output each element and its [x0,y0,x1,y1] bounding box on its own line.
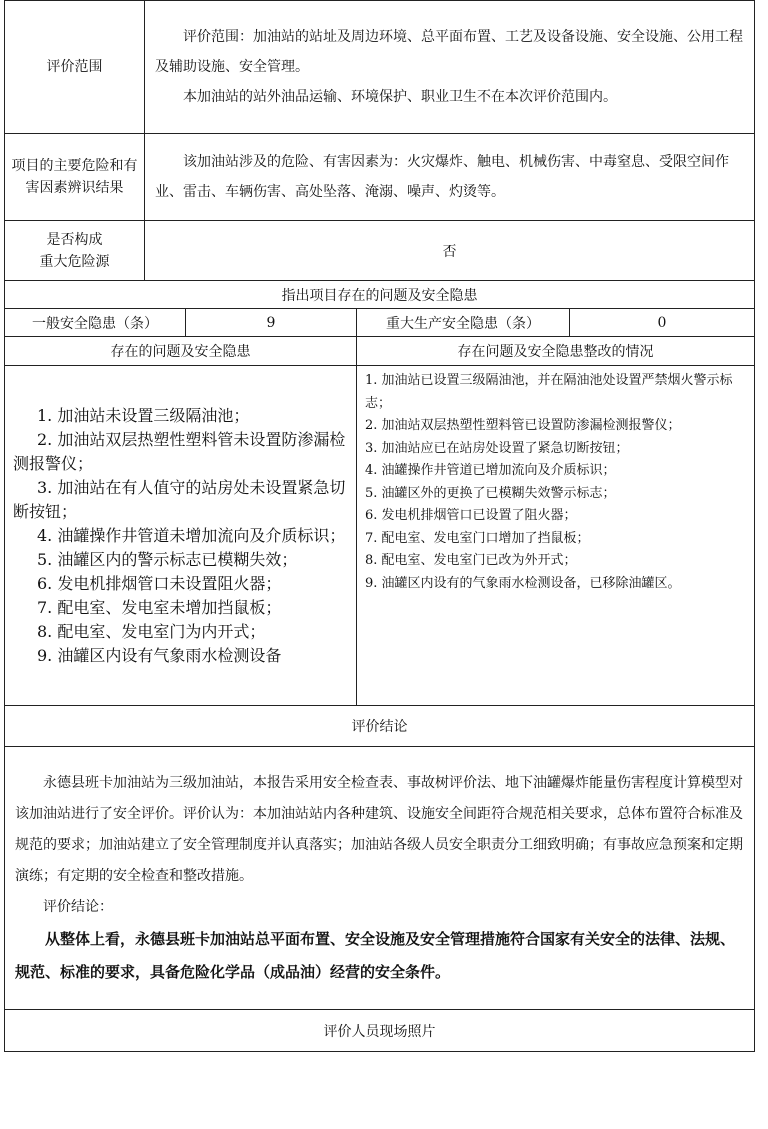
issues-header-row [5,281,755,309]
general-hazard-count-label: 一般安全隐患（条） [5,309,186,337]
evaluation-summary-table [4,0,755,1052]
major-hazard-label-line2: 重大危险源 [39,253,110,270]
issues-header: 指出项目存在的问题及安全隐患 [5,281,755,309]
major-hazard-label [5,221,145,281]
fixes-list [357,366,755,706]
conclusion-header: 评价结论 [5,706,755,747]
hazards-content [145,134,755,221]
columns-header-row [5,337,755,366]
conclusion-statement: 从整体上看，永德县班卡加油站总平面布置、安全设施及安全管理措施符合国家有关安全的法律、法规、规范、标准的要求，具备危险化学品（成品油）经营的安全条件。 [15,929,736,981]
scope-exclusion-paragraph: 本加油站的站外油品运输、环境保护、职业卫生不在本次评价范围内。 [183,89,617,105]
list-item: 1. 加油站未设置三级隔油池； [37,405,250,425]
major-hazard-count-value: 0 [570,309,755,337]
hazards-label: 项目的主要危险和有害因素辨识结果 [5,134,145,221]
list-item: 3. 加油站应已在站房处设置了紧急切断按钮； [365,440,629,456]
conclusion-header-row [5,706,755,747]
list-item: 4. 油罐操作井管道已增加流向及介质标识； [365,463,616,478]
counts-row [5,309,755,337]
list-item: 8. 配电室、发电室门为内开式； [37,621,266,641]
major-hazard-value: 否 [145,221,755,281]
scope-label: 评价范围 [5,1,145,134]
list-item: 1. 加油站已设置三级隔油池，并在隔油池处设置严禁烟火警示标志； [365,373,733,411]
conclusion-body [5,747,755,1010]
photos-header-row [5,1010,755,1052]
list-item: 2. 加油站双层热塑性塑料管已设置防渗漏检测报警仪； [365,418,681,433]
major-hazard-label-line1: 是否构成 [46,231,103,248]
issues-fixes-row [5,366,755,706]
list-item: 6. 发电机排烟管口未设置阻火器； [37,573,282,593]
list-item: 2. 加油站双层热塑性塑料管未设置防渗漏检测报警仪； [13,429,346,473]
list-item: 8. 配电室、发电室门已改为外开式； [365,553,577,568]
hazards-row [5,134,755,221]
scope-row [5,1,755,134]
list-item: 5. 油罐区内的警示标志已模糊失效； [37,549,298,569]
list-item: 7. 配电室、发电室未增加挡鼠板； [37,597,282,617]
hazards-paragraph: 该加油站涉及的危险、有害因素为：火灾爆炸、触电、机械伤害、中毒窒息、受限空间作业、雷击、车辆伤害、高处坠落、淹溺、噪声、灼烫等。 [155,154,729,200]
fixes-column-header: 存在问题及安全隐患整改的情况 [357,337,755,366]
major-hazard-count-label: 重大生产安全隐患（条） [357,309,570,337]
photos-header: 评价人员现场照片 [5,1010,755,1052]
list-item: 9. 油罐区内设有的气象雨水检测设备，已移除油罐区。 [365,575,681,591]
major-hazard-row [5,221,755,281]
evaluation-report-page [4,0,754,1052]
scope-paragraph: 评价范围：加油站的站址及周边环境、总平面布置、工艺及设备设施、安全设施、公用工程及辅助设施、安全管理。 [155,29,743,75]
conclusion-subheading: 评价结论： [43,898,113,915]
list-item: 5. 油罐区外的更换了已模糊失效警示标志； [365,485,616,501]
issues-column-header: 存在的问题及安全隐患 [5,337,357,366]
list-item: 9. 油罐区内设有气象雨水检测设备 [37,645,282,665]
list-item: 6. 发电机排烟管口已设置了阻火器； [365,508,577,523]
general-hazard-count-value: 9 [186,309,357,337]
issues-list [5,366,357,706]
list-item: 7. 配电室、发电室门口增加了挡鼠板； [365,530,590,546]
conclusion-body-row [5,747,755,1010]
list-item: 3. 加油站在有人值守的站房处未设置紧急切断按钮； [13,477,346,521]
scope-content [145,1,755,134]
conclusion-paragraph: 永德县班卡加油站为三级加油站，本报告采用安全检查表、事故树评价法、地下油罐爆炸能量伤害程度计算模型对该加油站进行了安全评价。评价认为：本加油站站内各种建筑、设施安全间距符合规范相关要求，总体布置符合标准及规范的要求；加油站建立了安全管理制度并认真落实；加油站各级人员安全职责分工细致明确；有事故应急预案和定期演练；有定期的安全检查和整改措施。 [15,774,743,884]
list-item: 4. 油罐操作井管道未增加流向及介质标识； [37,525,346,545]
